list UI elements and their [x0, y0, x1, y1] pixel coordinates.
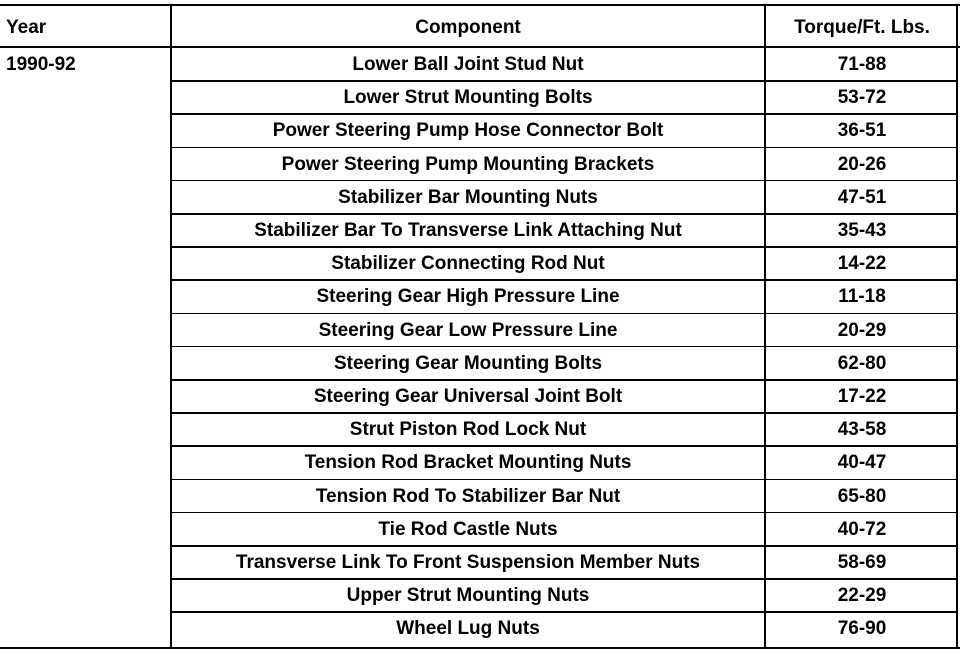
- table-row: [0, 280, 960, 313]
- table-row: [0, 413, 960, 446]
- table-row: [0, 81, 960, 114]
- torque-cell: 65-80: [837, 485, 887, 507]
- row-divider: [171, 379, 958, 381]
- torque-cell: 40-47: [837, 452, 887, 474]
- row-divider: [171, 445, 958, 447]
- row-divider: [171, 313, 958, 315]
- component-cell: Steering Gear Low Pressure Line: [318, 319, 618, 341]
- torque-cell: 36-51: [837, 120, 887, 142]
- header-torque: Torque/Ft. Lbs.: [794, 17, 930, 38]
- header-component: Component: [415, 17, 521, 38]
- table-row: [0, 380, 960, 413]
- row-divider: [171, 512, 958, 514]
- table-row: [0, 612, 960, 645]
- row-divider: [171, 412, 958, 414]
- row-divider: [171, 180, 958, 182]
- table-row: [0, 314, 960, 347]
- component-cell: Transverse Link To Front Suspension Member Nuts: [235, 552, 701, 573]
- header-year: Year: [6, 17, 47, 38]
- torque-cell: 76-90: [837, 618, 887, 640]
- torque-cell: 14-22: [837, 253, 887, 275]
- component-cell: Steering Gear Mounting Bolts: [333, 352, 603, 374]
- table-row: [0, 546, 960, 579]
- component-cell: Tie Rod Castle Nuts: [378, 518, 558, 540]
- component-cell: Steering Gear High Pressure Line: [316, 286, 620, 308]
- table-row: [0, 247, 960, 280]
- row-divider: [171, 279, 958, 281]
- row-divider: [171, 80, 958, 82]
- table-row: [0, 148, 960, 181]
- row-divider: [171, 213, 958, 215]
- table-row: [0, 579, 960, 612]
- row-divider: [171, 611, 958, 613]
- table-row: [0, 347, 960, 380]
- component-cell: Stabilizer Bar To Transverse Link Attaching Nut: [254, 220, 682, 241]
- torque-cell: 17-22: [837, 386, 887, 407]
- component-cell: Upper Strut Mounting Nuts: [346, 585, 590, 607]
- row-divider: [171, 147, 958, 149]
- table-row: [0, 114, 960, 147]
- table-row: [0, 181, 960, 214]
- torque-cell: 53-72: [837, 87, 887, 109]
- row-divider: [171, 479, 958, 481]
- torque-cell: 20-29: [837, 319, 887, 341]
- table-row: [0, 48, 960, 81]
- row-divider: [171, 246, 958, 248]
- table-bottom-rule: [0, 647, 960, 649]
- torque-cell: 11-18: [838, 286, 886, 308]
- year-value: 1990-92: [6, 54, 76, 75]
- row-divider: [171, 346, 958, 348]
- component-cell: Wheel Lug Nuts: [396, 618, 540, 640]
- component-cell: Tension Rod To Stabilizer Bar Nut: [315, 485, 621, 507]
- table-row: [0, 480, 960, 513]
- table-row: [0, 446, 960, 479]
- torque-cell: 58-69: [837, 552, 887, 573]
- component-cell: Tension Rod Bracket Mounting Nuts: [304, 452, 632, 474]
- torque-cell: 40-72: [837, 518, 887, 540]
- torque-cell: 35-43: [837, 220, 887, 241]
- component-cell: Stabilizer Connecting Rod Nut: [331, 253, 605, 275]
- torque-cell: 20-26: [837, 153, 887, 175]
- torque-cell: 47-51: [837, 186, 887, 208]
- component-cell: Steering Gear Universal Joint Bolt: [313, 386, 623, 407]
- torque-cell: 43-58: [837, 419, 887, 441]
- component-cell: Lower Ball Joint Stud Nut: [352, 54, 584, 75]
- row-divider: [171, 578, 958, 580]
- component-cell: Power Steering Pump Hose Connector Bolt: [272, 120, 664, 142]
- row-divider: [171, 545, 958, 547]
- component-cell: Power Steering Pump Mounting Brackets: [281, 153, 655, 175]
- component-cell: Strut Piston Rod Lock Nut: [349, 419, 587, 441]
- table-row: [0, 513, 960, 546]
- torque-cell: 71-88: [837, 54, 887, 75]
- torque-cell: 62-80: [837, 352, 887, 374]
- row-divider: [171, 113, 958, 115]
- table-top-rule: [0, 4, 960, 6]
- table-row: [0, 214, 960, 247]
- torque-cell: 22-29: [837, 585, 887, 607]
- component-cell: Stabilizer Bar Mounting Nuts: [338, 186, 598, 208]
- component-cell: Lower Strut Mounting Bolts: [343, 87, 593, 109]
